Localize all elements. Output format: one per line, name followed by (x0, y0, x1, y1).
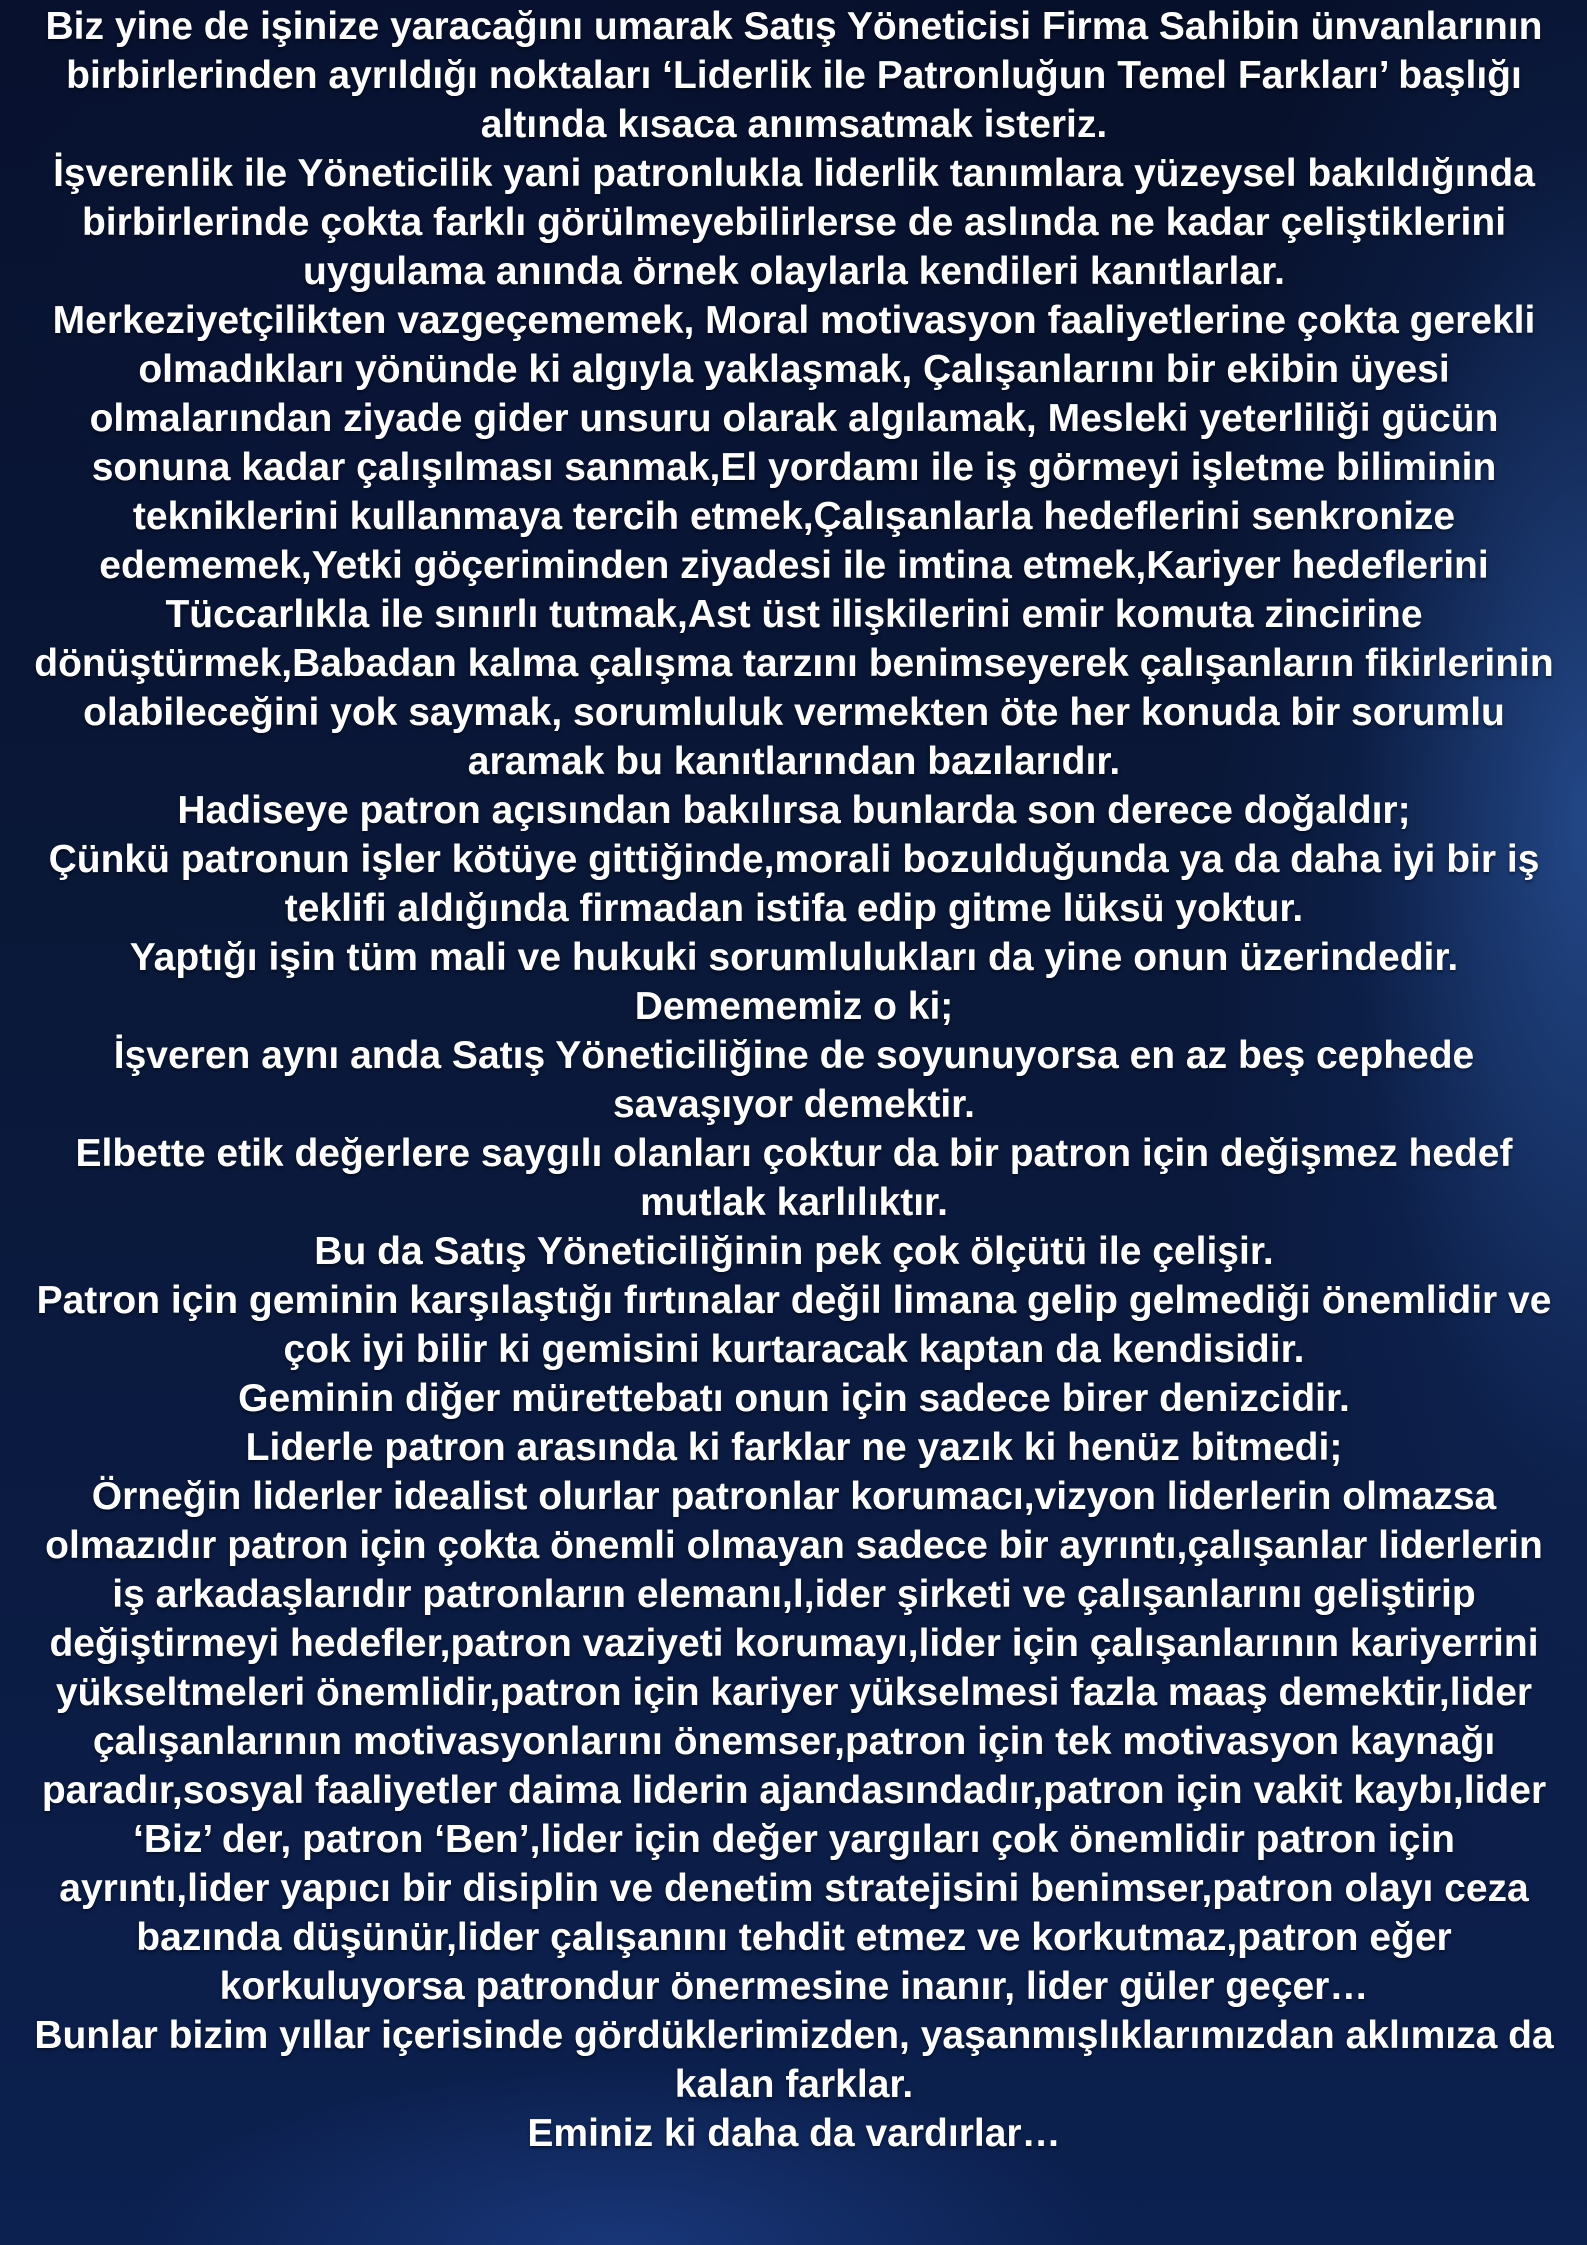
paragraph-profitability: Elbette etik değerlere saygılı olanları çoktur da bir patron için değişmez hedef mutlak karlılıktır. (75, 1132, 1513, 1224)
paragraph-closing: Eminiz ki daha da vardırlar… (527, 2112, 1061, 2155)
paragraph-conclusion-intro: Demememiz o ki; (634, 985, 954, 1028)
paragraph-responsibility: Yaptığı işin tüm mali ve hukuki sorumlulukları da yine onun üzerindedir. (129, 936, 1459, 979)
paragraph-experience: Bunlar bizim yıllar içerisinde gördüklerimizden, yaşanmışlıklarımızdan aklımıza da kalan farklar. (34, 2014, 1554, 2106)
paragraph-evidence-list: Merkeziyetçilikten vazgeçememek, Moral motivasyon faaliyetlerine çokta gerekli olmadıkları yönünde ki algıyla yaklaşmak, Çalışanlarını bir ekibin üyesi olmalarından ziyade gider unsuru olarak algılamak, Mesleki yeterliliği gücün sonuna kadar çalışılması sanmak,El yordamı ile iş görmeyi işletme biliminin tekniklerini kullanmaya tercih etmek,Çalışanlarla hedeflerini senkronize edememek,Yetki göçeriminden ziyadesi ile imtina etmek,Kariyer hedeflerini Tüccarlıkla ile sınırlı tutmak,Ast üst ilişkilerini emir komuta zincirine dönüştürmek,Babadan kalma çalışma tarzını benimseyerek çalışanların fikirlerinin olabileceğini yok saymak, sorumluluk vermekten öte her konuda bir sorumlu aramak bu kanıtlarından bazılarıdır. (34, 299, 1554, 783)
paragraph-reason: Çünkü patronun işler kötüye gittiğinde,morali bozulduğunda ya da daha iyi bir iş teklifi aldığında firmadan istifa edip gitme lüksü yoktur. (48, 838, 1540, 930)
paragraph-intro: Biz yine de işinize yaracağını umarak Satış Yöneticisi Firma Sahibin ünvanlarının birbirlerinden ayrıldığı noktaları ‘Liderlik ile Patronluğun Temel Farkları’ başlığı altında kısaca anımsatmak isteriz. (45, 5, 1543, 146)
paragraph-conflict: Bu da Satış Yöneticiliğinin pek çok ölçütü ile çelişir. (314, 1230, 1274, 1273)
document-text (30, 2, 1558, 2158)
paragraph-patron-view: Hadiseye patron açısından bakılırsa bunlarda son derece doğaldır; (177, 789, 1411, 832)
paragraph-five-fronts: İşveren aynı anda Satış Yöneticiliğine de soyunuyorsa en az beş cephede savaşıyor demektir. (113, 1034, 1475, 1126)
paragraph-definitions: İşverenlik ile Yöneticilik yani patronlukla liderlik tanımlara yüzeysel bakıldığında birbirlerinde çokta farklı görülmeyebilirlerse de aslında ne kadar çeliştiklerini uygulama anında örnek olaylarla kendileri kanıtlarlar. (53, 152, 1535, 293)
paragraph-ship-metaphor: Patron için geminin karşılaştığı fırtınalar değil limana gelip gelmediği önemlidir ve çok iyi bilir ki gemisini kurtaracak kaptan da kendisidir. (36, 1279, 1552, 1371)
paragraph-not-finished: Liderle patron arasında ki farklar ne yazık ki henüz bitmedi; (245, 1426, 1343, 1469)
paragraph-differences-list: Örneğin liderler idealist olurlar patronlar korumacı,vizyon liderlerin olmazsa olmazıdır patron için çokta önemli olmayan sadece bir ayrıntı,çalışanlar liderlerin iş arkadaşlarıdır patronların elemanı,l,ider şirketi ve çalışanlarını geliştirip değiştirmeyi hedefler,patron vaziyeti korumayı,lider için çalışanlarının kariyerrini yükseltmeleri önemlidir,patron için kariyer yükselmesi fazla maaş demektir,lider çalışanlarının motivasyonlarını önemser,patron için tek motivasyon kaynağı paradır,sosyal faaliyetler daima liderin ajandasındadır,patron için vakit kaybı,lider ‘Biz’ der, patron ‘Ben’,lider için değer yargıları çok önemlidir patron için ayrıntı,lider yapıcı bir disiplin ve denetim stratejisini benimser,patron olayı ceza bazında düşünür,lider çalışanını tehdit etmez ve korkutmaz,patron eğer korkuluyorsa patrondur önermesine inanır, lider güler geçer… (41, 1475, 1547, 2008)
paragraph-crew: Geminin diğer mürettebatı onun için sadece birer denizcidir. (238, 1377, 1350, 1420)
